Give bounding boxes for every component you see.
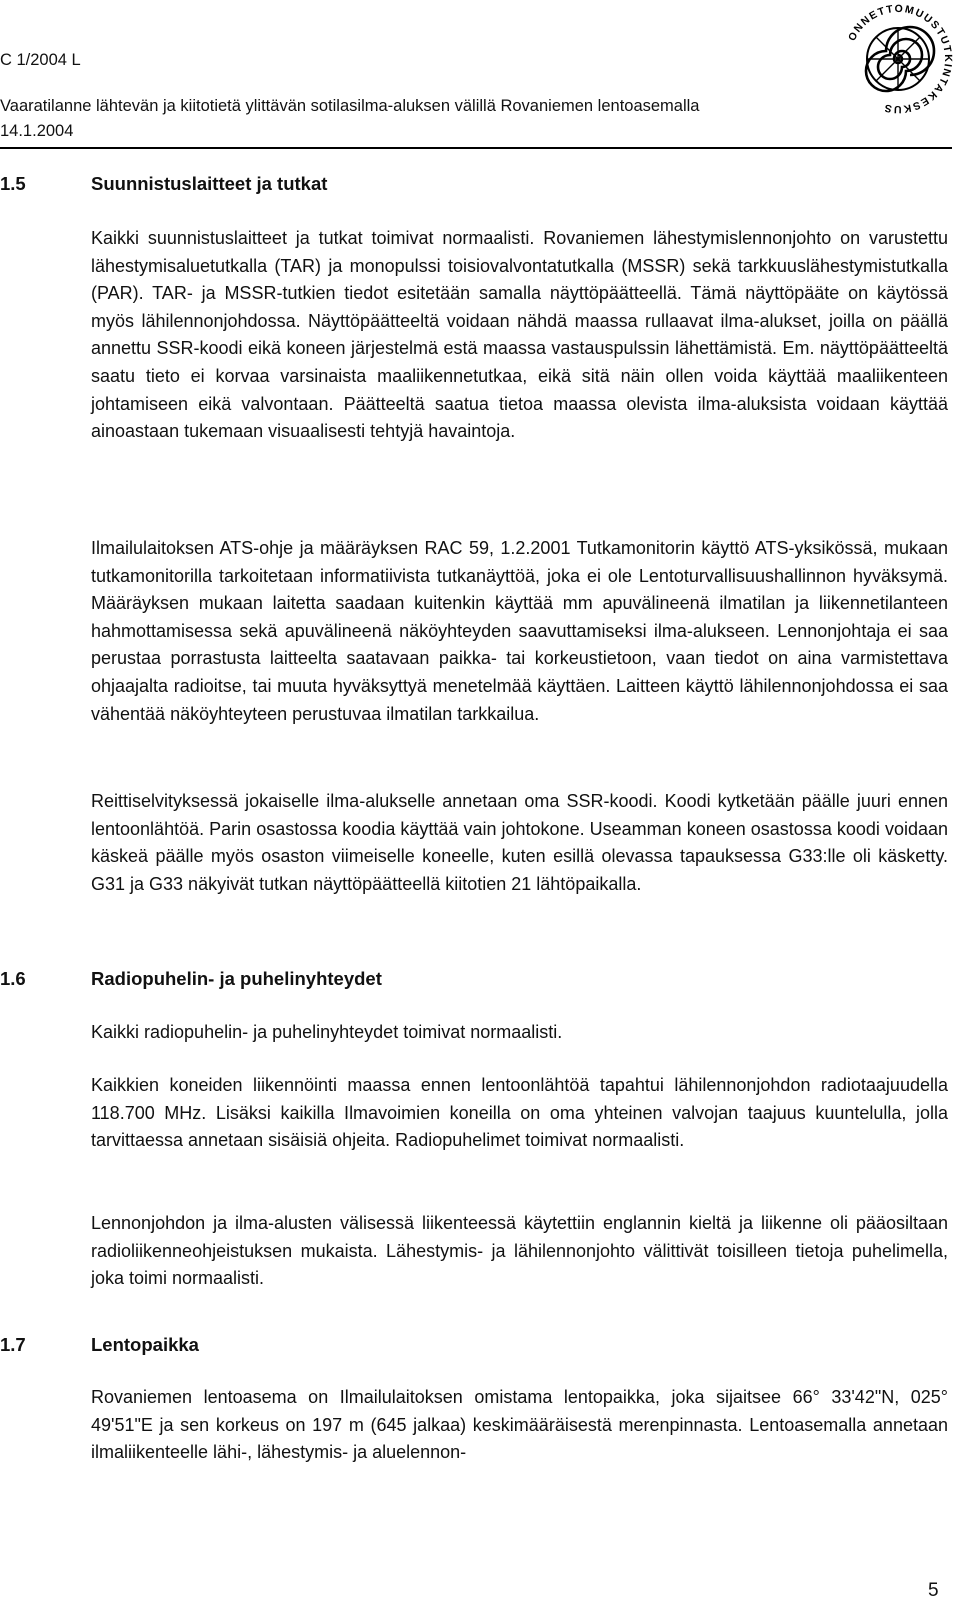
logo-emblem (866, 27, 934, 91)
page-number: 5 (928, 1580, 939, 1601)
section-title: Suunnistuslaitteet ja tutkat (91, 173, 328, 194)
paragraph: Lennonjohdon ja ilma-alusten välisessä liikenteessä käytettiin englannin kieltä ja liikenne oli pääosiltaan radioliikenneohjeistuksen mukaista. Lähestymis- ja lähilennonjohto välittivät toisilleen tietoja puhelimella, joka toimi normaalisti. (91, 1213, 948, 1289)
section-title: Lentopaikka (91, 1334, 199, 1355)
section-title: Radiopuhelin- ja puhelinyhteydet (91, 968, 382, 989)
logo-text: ONNETTOMUUSTUTKINTAKESKUS (846, 3, 954, 115)
paragraph: Kaikki radiopuhelin- ja puhelinyhteydet toimivat normaalisti. (91, 1022, 563, 1042)
document-id: C 1/2004 L (0, 51, 81, 69)
document-date: 14.1.2004 (0, 122, 74, 140)
spiral-emblem-icon (842, 3, 954, 115)
section-number: 1.6 (0, 968, 26, 989)
paragraph: Kaikki suunnistuslaitteet ja tutkat toimivat normaalisti. Rovaniemen lähestymislennonjohto on varustettu lähestymisaluetutkalla (TAR) ja monopulssi toisiovalvontatutkalla (MSSR) sekä tarkkuuslähestymistutkalla (PAR). TAR- ja MSSR-tutkien tiedot esitetään samalla näyttöpäätteellä. Tämä näyttöpääte on käytössä myös lähilennonjohdossa. Näyttöpäätteeltä voidaan nähdä maassa rullaavat ilma-alukset, joilla on päällä annettu SSR-koodi eikä koneen järjestelmä estä maassa vastauspulssin lähettämistä. Em. näyttöpäätteeltä saatu tieto ei korvaa varsinaista maaliikennetutkaa, eikä sitä näin ollen voida käyttää maaliikenteen johtamiseen eikä valvontaan. Päätteeltä saatua tietoa maassa olevista ilma-aluksista voidaan käyttää ainoastaan tukemaan visuaalisesti tehtyjä havaintoja. (91, 228, 948, 442)
paragraph: Kaikkien koneiden liikennöinti maassa ennen lentoonlähtöä tapahtui lähilennonjohdon radiotaajuudella 118.700 MHz. Lisäksi kaikilla Ilmavoimien koneilla on oma yhteinen valvojan taajuus kuuntelulla, jolla tarvittaessa annetaan sisäisiä ohjeita. Radiopuhelimet toimivat normaalisti. (91, 1075, 948, 1151)
document-title: Vaaratilanne lähtevän ja kiitotietä ylittävän sotilasilma-aluksen välillä Rovaniemen lentoasemalla (0, 97, 700, 115)
header-rule (0, 147, 952, 149)
section-number: 1.7 (0, 1334, 26, 1355)
section-number: 1.5 (0, 173, 26, 194)
paragraph: Rovaniemen lentoasema on Ilmailulaitoksen omistama lentopaikka, joka sijaitsee 66° 33'42"N, 025° 49'51"E ja sen korkeus on 197 m (645 jalkaa) keskimääräisestä merenpinnasta. Lentoasemalla annetaan ilmaliikenteelle lähi-, lähestymis- ja aluelennon- (91, 1387, 948, 1463)
paragraph: Ilmailulaitoksen ATS-ohje ja määräyksen RAC 59, 1.2.2001 Tutkamonitorin käyttö ATS-yksikössä, mukaan tutkamonitorilla tarkoitetaan informatiivista tutkanäyttöä, joka ei ole Lentoturvallisuushallinnon hyväksymä. Määräyksen mukaan laitetta saadaan kuitenkin käyttää mm apuvälineenä ilmatilan ja liikennetilanteen hahmottamisessa sekä apuvälineenä näköyhteyden saavuttamiseksi ilma-alukseen. Lennonjohtaja ei saa perustaa porrastusta laitteelta saatavaan paikka- tai korkeustietoon, vaan tiedot on aina varmistettava ohjaajalta radioitse, tai muuta hyväksyttyä menetelmää käyttäen. Laitteen käyttö lähilennonjohdossa ei saa vähentää näköyhteyteen perustuvaa ilmatilan tarkkailua. (91, 538, 948, 724)
paragraph: Reittiselvityksessä jokaiselle ilma-alukselle annetaan oma SSR-koodi. Koodi kytketään päälle juuri ennen lentoonlähtöä. Parin osastossa koodia käyttää vain johtokone. Useamman koneen osastossa koodi voidaan käskeä päälle myös osaston viimeiselle koneelle, kuten esillä olevassa tapauksessa G33:lle oli käsketty. G31 ja G33 näkyivät tutkan näyttöpäätteellä kiitotien 21 lähtöpaikalla. (91, 791, 948, 894)
